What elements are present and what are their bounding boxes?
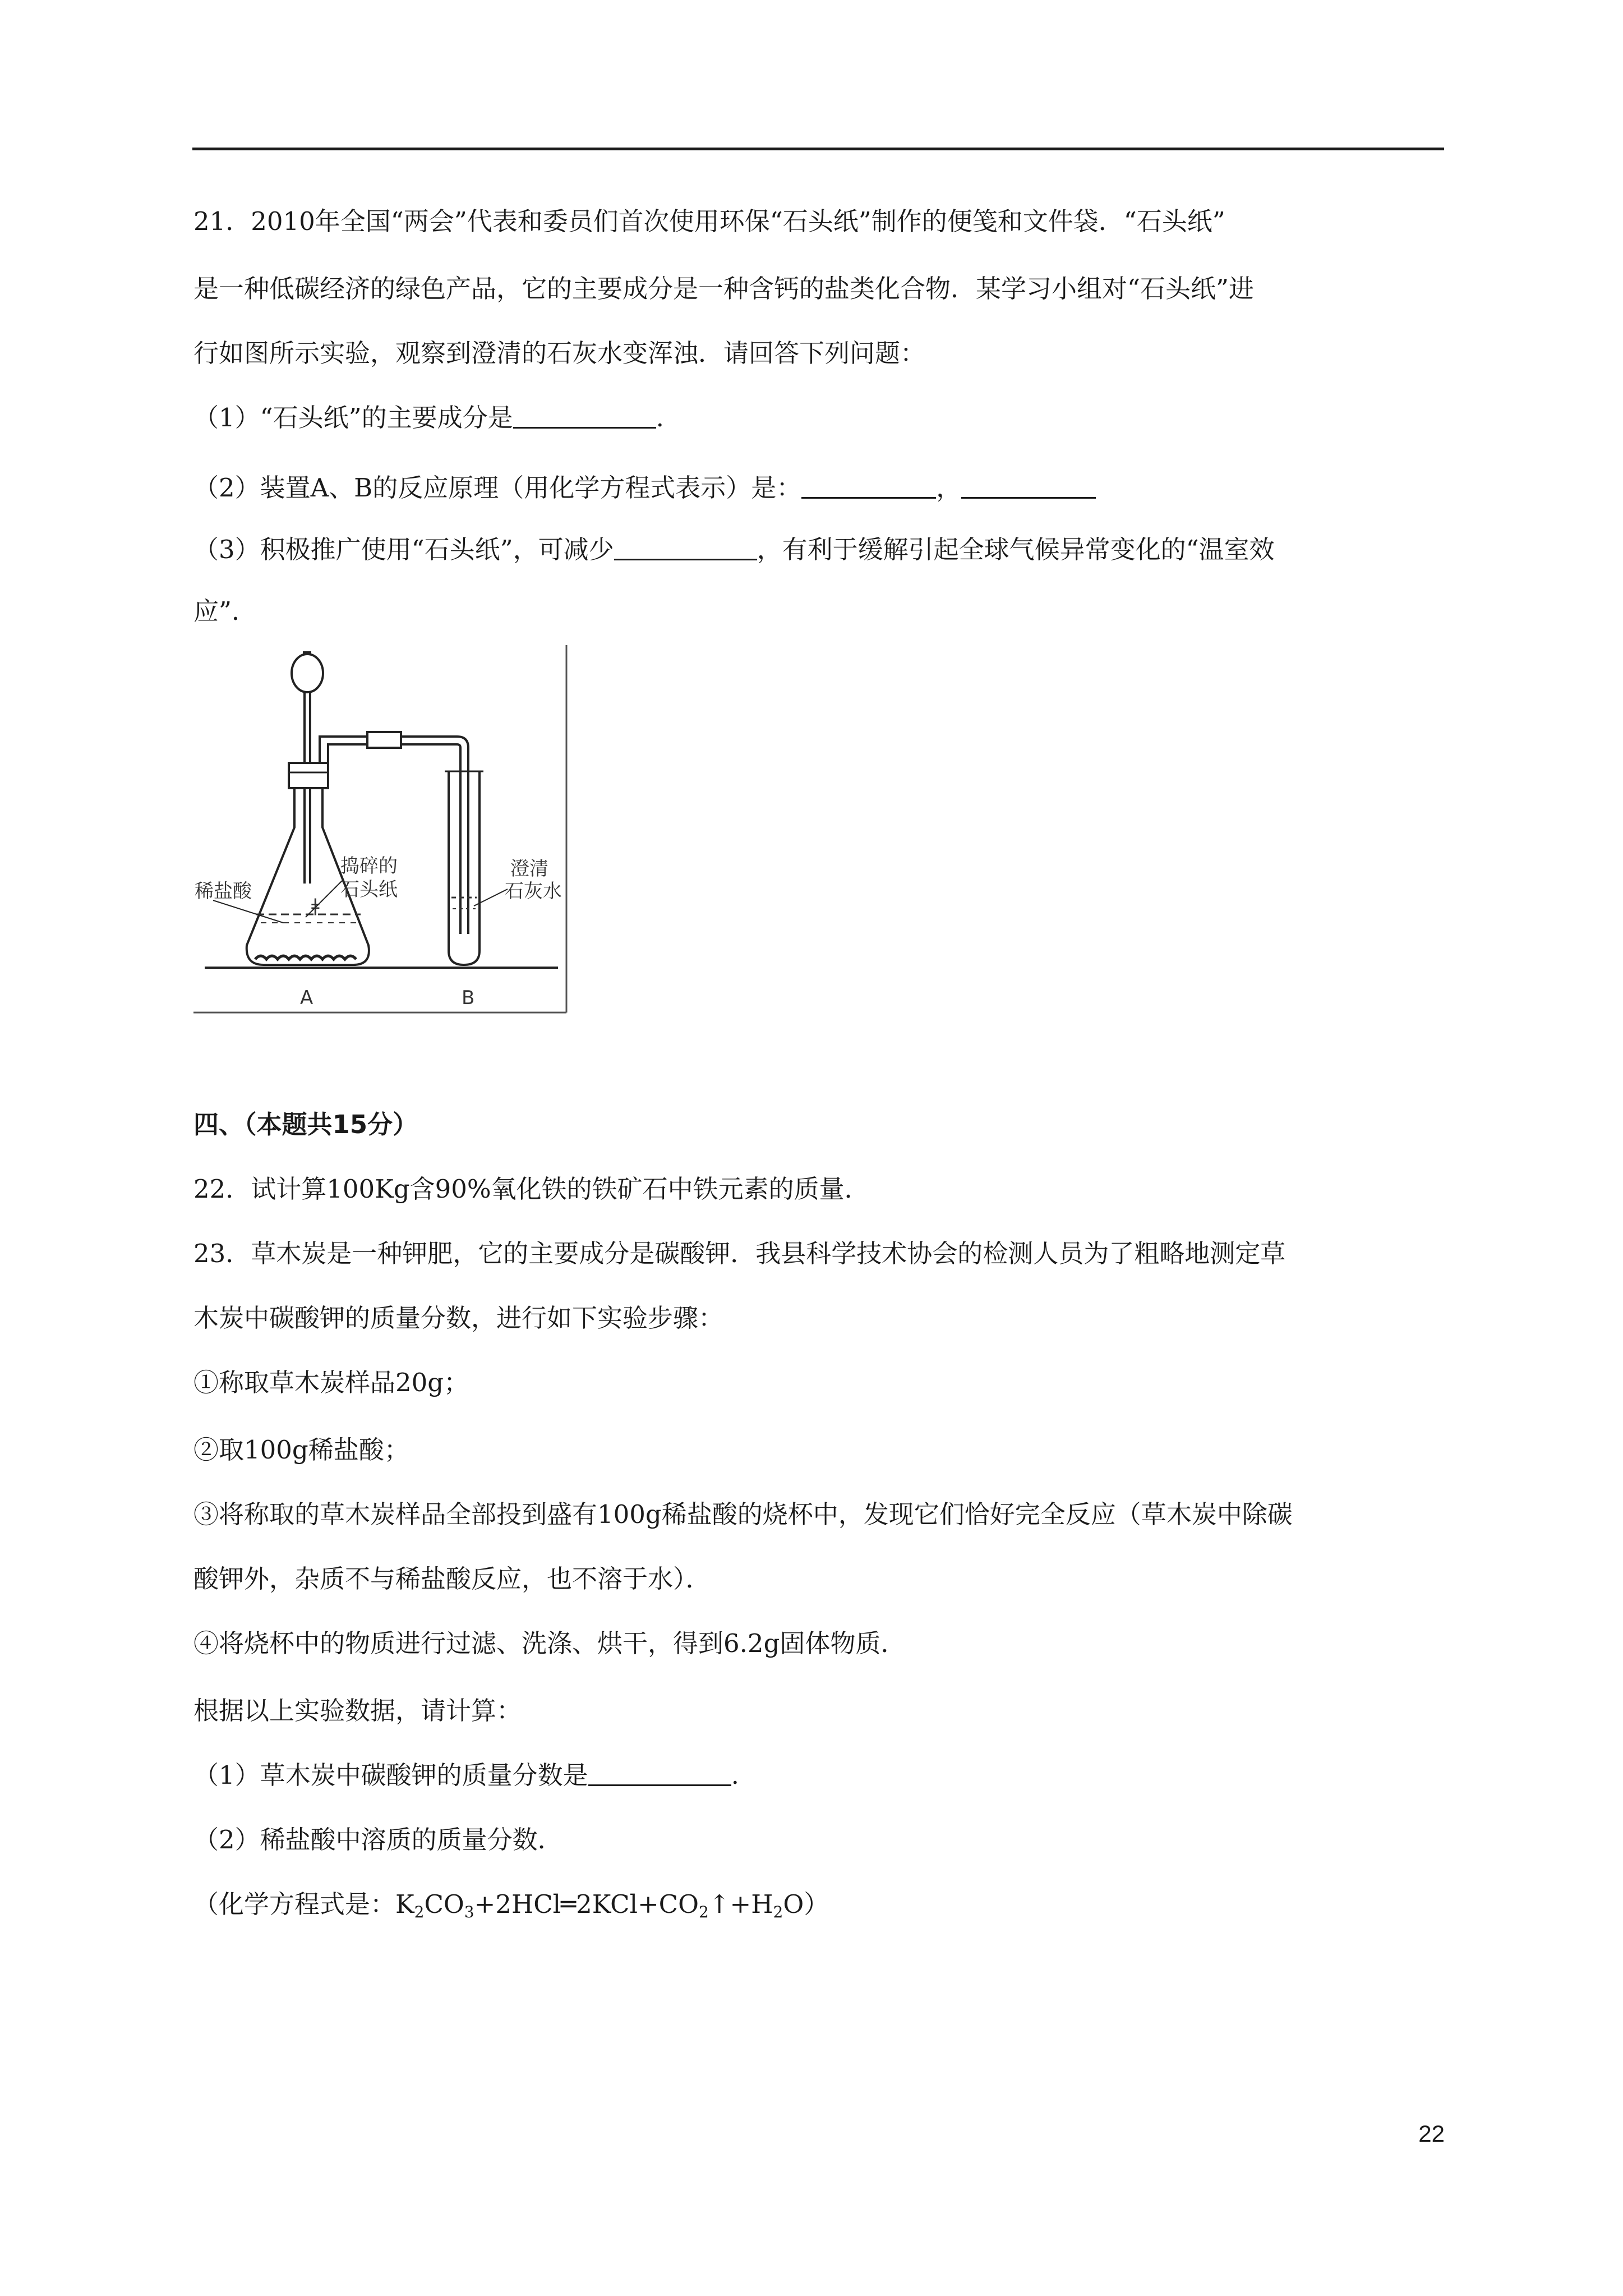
q21-line3: 行如图所示实验，观察到澄清的石灰水变浑浊．请回答下列问题： <box>193 338 926 368</box>
delivery-tube <box>320 737 468 934</box>
q21-sub3-line2: 应”． <box>193 596 257 626</box>
q23-step2: ②取100g稀盐酸； <box>193 1435 409 1465</box>
apparatus-figure <box>193 642 569 1018</box>
q21-sub1 <box>193 401 1445 435</box>
equation-part: CO <box>424 1889 464 1919</box>
q23-sub1-prefix: （1）草木炭中碳酸钾的质量分数是 <box>193 1760 588 1790</box>
q21-sub3-prefix: （3）积极推广使用“石头纸”，可减少 <box>193 535 614 564</box>
label-b: B <box>462 987 475 1009</box>
answer-blank[interactable] <box>588 1762 731 1786</box>
equation-subscript: 3 <box>464 1903 474 1921</box>
stopper <box>289 763 328 788</box>
label-acid: 稀盐酸 <box>195 880 252 903</box>
equation-subscript: 2 <box>699 1903 709 1921</box>
equation-subscript: 2 <box>414 1903 425 1921</box>
answer-blank[interactable] <box>513 404 656 429</box>
q23-line2: 木炭中碳酸钾的质量分数，进行如下实验步骤： <box>193 1303 724 1333</box>
section-heading: 四、（本题共15分） <box>193 1110 418 1139</box>
crushed-paper <box>255 956 356 959</box>
q21-sub3-suffix: ，有利于缓解引起全球气候异常变化的“温室效 <box>757 535 1275 564</box>
acid-leader <box>213 900 283 923</box>
answer-blank[interactable] <box>801 475 936 499</box>
equation-part: +2HCl═2KCl+CO <box>474 1889 699 1919</box>
q21-sub2 <box>193 471 1445 505</box>
header-rule <box>192 148 1444 150</box>
label-lime-2: 石灰水 <box>505 880 562 903</box>
page-number: 22 <box>1418 2120 1445 2147</box>
q21-line1: 21．2010年全国“两会”代表和委员们首次使用环保“石头纸”制作的便笺和文件袋．“石头纸” <box>193 206 1225 236</box>
q23-equation <box>193 1888 1445 1921</box>
q21-sub3 <box>193 533 1445 567</box>
q21-sub2-mid: ， <box>936 473 962 503</box>
q21-line2: 是一种低碳经济的绿色产品，它的主要成分是一种含钙的盐类化合物．某学习小组对“石头纸”进 <box>193 274 1255 303</box>
q23-calc-intro: 根据以上实验数据，请计算： <box>193 1696 522 1726</box>
q23-sub1-suffix: . <box>731 1760 739 1790</box>
paper-mark: ǂ <box>311 895 320 916</box>
label-a: A <box>300 987 313 1009</box>
q22-text: 22．试计算100Kg含90%氧化铁的铁矿石中铁元素的质量． <box>193 1174 870 1204</box>
q23-sub2: （2）稀盐酸中溶质的质量分数． <box>193 1825 563 1855</box>
label-paper-1: 捣碎的 <box>340 855 398 877</box>
label-lime-1: 澄清 <box>510 858 548 880</box>
q23-line1: 23．草木炭是一种钾肥，它的主要成分是碳酸钾．我县科学技术协会的检测人员为了粗略地测定草 <box>193 1239 1286 1268</box>
answer-blank[interactable] <box>961 475 1096 499</box>
q23-step1: ①称取草木炭样品20g； <box>193 1368 469 1397</box>
q21-sub1-suffix: . <box>656 403 664 432</box>
answer-blank[interactable] <box>614 536 757 560</box>
q23-step4: ④将烧杯中的物质进行过滤、洗涤、烘干，得到6.2g固体物质． <box>193 1628 906 1658</box>
q23-sub1 <box>193 1759 1445 1792</box>
test-tube <box>449 771 479 965</box>
q21-sub1-prefix: （1）“石头纸”的主要成分是 <box>193 403 513 432</box>
equation-subscript: 2 <box>773 1903 783 1921</box>
label-paper-2: 石头纸 <box>340 878 398 901</box>
equation-part: O） <box>783 1889 829 1919</box>
q23-step3-line1: ③将称取的草木炭样品全部投到盛有100g稀盐酸的烧杯中，发现它们恰好完全反应（草木炭中除碳 <box>193 1499 1293 1529</box>
q23-step3-line2: 酸钾外，杂质不与稀盐酸反应，也不溶于水）． <box>193 1564 711 1594</box>
q21-sub2-prefix: （2）装置A、B的反应原理（用化学方程式表示）是： <box>193 473 802 503</box>
rubber-joint <box>367 732 401 748</box>
equation-part: ↑+H <box>708 1889 773 1919</box>
equation-part: （化学方程式是：K <box>193 1889 414 1919</box>
